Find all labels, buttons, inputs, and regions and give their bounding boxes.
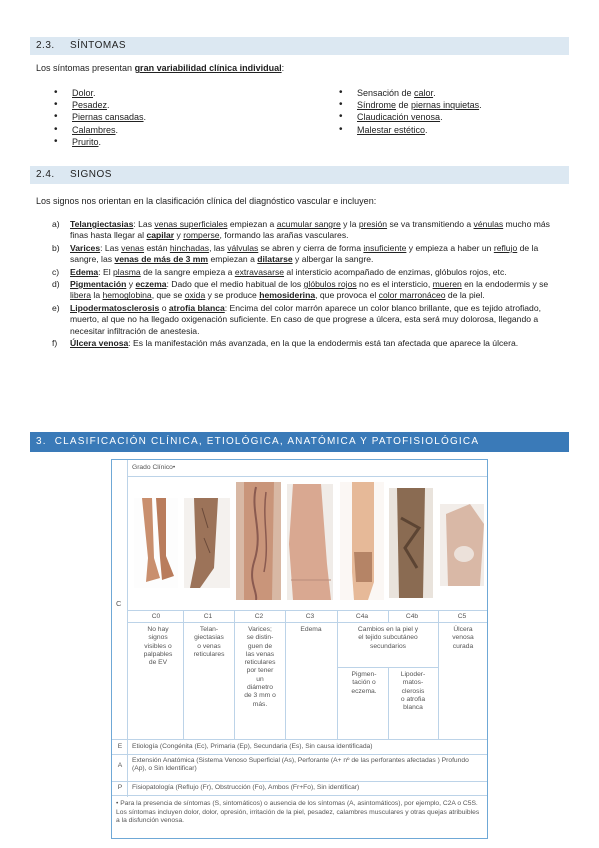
grado-clinico-header: Grado Clínico• <box>132 464 176 471</box>
signo-fragment: , las <box>209 242 228 253</box>
desc-c4: Cambios en la piel y el tejido subcutáneo secundarios <box>357 626 419 650</box>
signo-fragment: de la piel. <box>445 290 485 301</box>
section-header-sintomas <box>30 37 569 55</box>
signo-fragment: de la sangre, las <box>70 242 539 265</box>
signo-fragment: , formando las arañas vasculares. <box>219 230 349 241</box>
signo-marker: b) <box>52 242 60 253</box>
class-label-c1: C1 <box>203 613 213 620</box>
sintoma-text: Dolor <box>72 88 94 98</box>
signo-fragment: Edema <box>70 266 99 277</box>
signo-fragment: eczema <box>135 279 167 290</box>
class-label-c4b: C4b <box>405 613 419 620</box>
signo-fragment: hinchadas <box>169 242 210 253</box>
sintoma-item <box>339 87 482 99</box>
signo-fragment: presión <box>358 219 388 229</box>
signo-item <box>52 243 562 266</box>
desc-c1: Telan- giectasias o venas reticulares <box>193 626 225 658</box>
sintoma-text: Pesadez <box>72 100 108 111</box>
signo-fragment: y la <box>340 219 359 229</box>
signo-item <box>52 338 562 349</box>
photo-c4b <box>389 488 433 598</box>
signo-fragment: empiezan a <box>208 254 258 265</box>
section-title: SÍNTOMAS <box>70 40 127 51</box>
signo-fragment: al intersticio acompañado de enzimas, glóbulos rojos, etc. <box>284 266 507 277</box>
signo-fragment: en la endodermis y se <box>461 279 549 290</box>
row-label-c: C <box>116 599 122 608</box>
class-label-c5: C5 <box>457 613 467 620</box>
signo-fragment: capilar <box>146 230 175 241</box>
sintoma-item: • Calambres. <box>54 124 146 136</box>
sintoma-item: • Piernas cansadas. <box>54 111 146 123</box>
section-number: 2.4. <box>36 169 55 180</box>
sintoma-item: • Pesadez. <box>54 99 146 111</box>
signo-fragment: plasma <box>113 266 141 277</box>
signo-fragment: insuficiente <box>363 242 407 253</box>
signo-fragment: dilatarse <box>257 254 293 265</box>
signo-fragment: y <box>126 279 136 290</box>
sintoma-text: Piernas cansadas <box>72 112 144 123</box>
signo-fragment: y empieza a haber un <box>406 242 494 253</box>
signo-item <box>52 279 562 302</box>
sintoma-item <box>339 99 482 111</box>
photo-c0 <box>134 498 178 588</box>
signo-fragment: glóbulos rojos <box>303 279 357 290</box>
sintoma-fragment: . <box>440 112 443 123</box>
desc-c4b: Lipoder- matos- clerosis o atrofia blanca <box>400 671 426 712</box>
signo-fragment: la <box>91 290 103 301</box>
photo-c5 <box>440 504 484 586</box>
signo-fragment: reflujo <box>493 242 518 253</box>
signo-fragment: venas superficiales <box>154 219 228 229</box>
signo-item <box>52 219 562 242</box>
row-key: E <box>117 743 123 750</box>
signo-fragment: venas de más de 3 mm <box>114 254 209 265</box>
signo-fragment: color marronáceo <box>378 290 446 301</box>
signo-fragment: mueren <box>432 279 462 290</box>
desc-c5: Úlcera venosa curada <box>452 626 474 650</box>
row-key: P <box>117 784 123 791</box>
signo-marker: c) <box>52 266 60 277</box>
ceap-table <box>111 459 488 839</box>
signo-fragment: se abren y cierra de forma <box>258 242 364 253</box>
signo-fragment: no es el intersticio, <box>356 279 433 290</box>
signo-fragment: Úlcera venosa <box>70 338 129 349</box>
row-key: A <box>117 762 123 769</box>
section-header-clasificacion <box>30 432 569 452</box>
section-title: SIGNOS <box>70 169 112 180</box>
sintoma-fragment: . <box>433 88 436 98</box>
sintoma-fragment: Claudicación venosa <box>357 112 441 123</box>
sintoma-text: Prurito <box>72 136 99 147</box>
class-label-c2: C2 <box>254 613 264 620</box>
sintoma-fragment: calor <box>414 88 434 98</box>
row-value: Etiología (Congénita (Ec), Primaria (Ep), Secundaria (Es), Sin causa identificada) <box>132 743 373 750</box>
signo-fragment: acumular sangre <box>276 219 341 229</box>
photo-c1 <box>184 498 230 588</box>
signo-marker: e) <box>52 302 60 313</box>
sintomas-intro <box>36 62 284 74</box>
desc-c0: No hay signos visibles o palpables de EV <box>143 626 173 667</box>
signo-marker: d) <box>52 279 60 290</box>
signo-fragment: : Es la manifestación más avanzada, en la que la endodermis está tan afectada que aparece la úlcera. <box>128 338 519 349</box>
signo-fragment: empiezan a <box>227 219 277 229</box>
signo-fragment: : Encima del color marrón aparece un color blanco brillante, que es tejido atrofiado, muerto, al que no ha llegado oxigenación suficiente. En caso de que progrese a úlcera, esta será muy dolorosa, llegando a necesitar infiltración de anestesia. <box>70 302 542 336</box>
signo-marker: a) <box>52 219 60 229</box>
row-value: Extensión Anatómica (Sistema Venoso Superficial (As), Perforante (A+ nº de las perforantes afectadas ) Profundo (Ap), o Sin Identificar) <box>132 757 469 773</box>
section-header-signos <box>30 166 569 184</box>
signo-fragment: se va transmitiendo a <box>387 219 474 229</box>
signo-fragment: de la sangre empieza a <box>140 266 235 277</box>
signo-fragment: : Las <box>100 242 122 253</box>
sintoma-fragment: . <box>479 100 482 111</box>
signo-fragment: y se produce <box>205 290 260 301</box>
signo-fragment: venas <box>121 242 145 253</box>
signo-fragment: : El <box>98 266 113 277</box>
sintoma-item: • Prurito. <box>54 136 146 148</box>
sintoma-item <box>339 124 482 136</box>
sintoma-fragment: de <box>396 100 412 111</box>
section-title: CLASIFICACIÓN CLÍNICA, ETIOLÓGICA, ANATÓMICA Y PATOFISIOLÓGICA <box>54 436 480 447</box>
signo-fragment: oxida <box>184 290 206 301</box>
signo-fragment: o <box>159 302 169 313</box>
row-value: Fisiopatología (Reflujo (Fr), Obstrucción (Fo), Ambos (Fr+Fo), Sin identificar) <box>132 784 360 791</box>
signos-intro: Los signos nos orientan en la clasificación clínica del diagnóstico vascular e incluyen: <box>36 196 377 206</box>
class-label-c4a: C4a <box>355 613 369 620</box>
signo-item <box>52 303 562 337</box>
section-number: 2.3. <box>36 40 55 51</box>
signo-fragment: vénulas <box>473 219 504 229</box>
sintoma-fragment: Síndrome <box>357 100 397 111</box>
sintomas-list-right <box>339 87 482 136</box>
intro-colon: : <box>281 63 285 73</box>
signo-fragment: están <box>144 242 170 253</box>
class-label-c0: C0 <box>151 613 161 620</box>
signo-fragment: Telangiectasias <box>70 219 134 229</box>
signo-fragment: hemoglobina <box>102 290 152 301</box>
signo-fragment: , que provoca el <box>315 290 379 301</box>
signo-fragment: extravasarse <box>234 266 285 277</box>
sintoma-item <box>339 111 482 123</box>
sintoma-text: Calambres <box>72 124 116 135</box>
signo-fragment: hemosiderina <box>259 290 316 301</box>
signo-fragment: : Dado que el medio habitual de los <box>166 279 304 290</box>
signo-fragment: , que se <box>151 290 185 301</box>
sintoma-fragment: piernas inquietas <box>411 100 480 111</box>
signo-fragment: : Las <box>133 219 155 229</box>
desc-c2: Varices; se distin- guen de las venas reticulares por tener un diámetro de 3 mm o más. <box>244 626 276 708</box>
desc-c3: Edema <box>300 626 322 633</box>
intro-emphasis: gran variabilidad clínica individual <box>134 63 282 73</box>
signo-fragment: libera <box>70 290 92 301</box>
signo-fragment: Varices <box>70 242 101 253</box>
class-label-c3: C3 <box>305 613 315 620</box>
sintoma-fragment: Sensación de <box>357 88 415 98</box>
signo-fragment: y <box>174 230 184 241</box>
sintoma-item: • Dolor. <box>54 87 146 99</box>
signo-fragment: atrofia blanca <box>168 302 225 313</box>
signos-list <box>52 219 562 350</box>
photo-c3 <box>287 484 333 600</box>
signo-fragment: Pigmentación <box>70 279 127 290</box>
intro-text: Los síntomas presentan <box>36 63 135 73</box>
signo-fragment: Lipodermatosclerosis <box>70 302 160 313</box>
signo-fragment: válvulas <box>227 242 259 253</box>
sintoma-fragment: . <box>425 124 428 135</box>
desc-c4a: Pigmen- tación o eczema. <box>351 671 377 695</box>
photo-c2 <box>236 482 281 600</box>
sintoma-fragment: Malestar estético <box>357 124 426 135</box>
sintomas-list-left <box>54 87 146 148</box>
signo-fragment: y albergar la sangre. <box>292 254 374 265</box>
signo-marker: f) <box>52 338 58 349</box>
signo-fragment: mucho más finas hasta llegar al <box>70 219 550 241</box>
signo-item <box>52 267 562 278</box>
section-number: 3. <box>36 436 47 447</box>
signo-fragment: romperse <box>183 230 220 241</box>
table-footnote: • Para la presencia de síntomas (S, sintomáticos) o ausencia de los síntomas (A, asintomáticos), por ejemplo, C2A o C5S. Los síntomas incluyen dolor, dolor, opresión, irritación de la piel, pesadez, calambres musculares y otras quejas atribuibles a la disfunción venosa. <box>116 800 480 825</box>
photo-c4a <box>340 482 384 600</box>
